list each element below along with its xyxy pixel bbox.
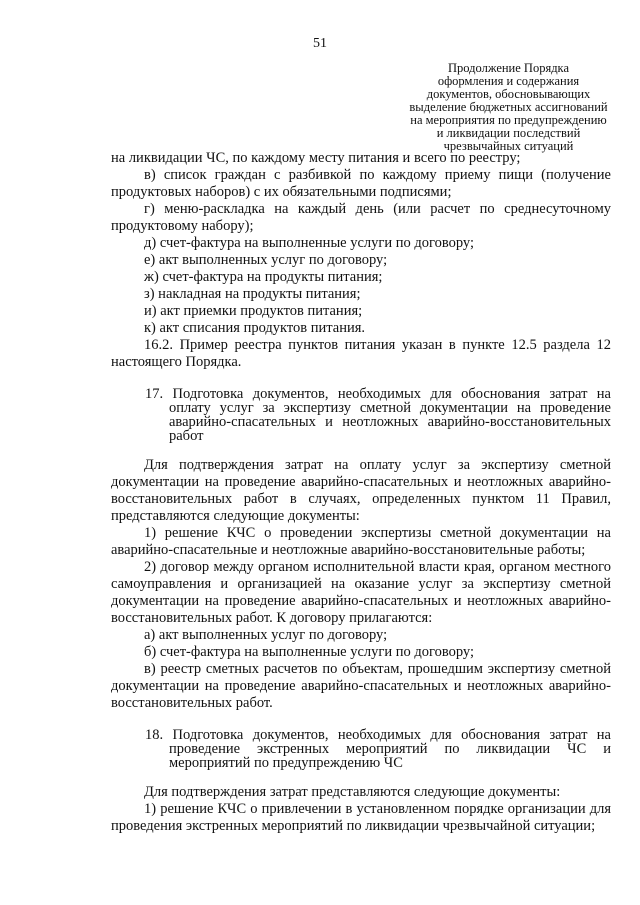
list-item: 1) решение КЧС о проведении экспертизы сметной документации на аварийно-спасательные и неотложные аварийно-восстановительные работы; [111,525,611,558]
header-line: Продолжение Порядка [448,61,569,75]
list-item: г) меню-раскладка на каждый день (или расчет по среднесуточному продуктовому набору); [111,201,611,234]
section-heading-18: 18. Подготовка документов, необходимых для обоснования затрат на проведение экстренных мероприятий по ликвидации ЧС и мероприятий по предупреждению ЧС [145,727,611,771]
header-line: и ликвидации последствий [436,126,581,140]
header-line: на мероприятия по предупреждению [410,113,607,127]
document-header [396,62,621,153]
paragraph: на ликвидации ЧС, по каждому месту питания и всего по реестру; [111,150,521,166]
document-body [111,150,611,835]
page-number: 51 [313,36,327,51]
header-line: документов, обосновывающих [426,87,591,101]
header-line: оформления и содержания [437,74,580,88]
list-item: в) реестр сметных расчетов по объектам, прошедшим экспертизу сметной документации на проведение аварийно-спасательных и неотложных аварийно-восстановительных работ. [111,661,611,711]
list-item: д) счет-фактура на выполненные услуги по договору; [144,235,474,251]
section-heading-17: 17. Подготовка документов, необходимых для обоснования затрат на оплату услуг за экспертизу сметной документации на проведение аварийно-спасательных и неотложных аварийно-восстановительных работ [145,386,611,444]
list-item: з) накладная на продукты питания; [144,286,361,302]
list-item: а) акт выполненных услуг по договору; [144,627,388,643]
list-item: 2) договор между органом исполнительной власти края, органом местного самоуправления и организацией на оказание услуг за экспертизу сметной документации на проведение аварийно-спасательных и неотложных аварийно-восстановительных работ. К договору прилагаются: [111,559,611,626]
list-item: б) счет-фактура на выполненные услуги по договору; [144,644,474,660]
header-line: чрезвычайных ситуаций [443,139,574,153]
list-item: ж) счет-фактура на продукты питания; [144,269,383,285]
header-line: выделение бюджетных ассигнований [409,100,608,114]
list-item: и) акт приемки продуктов питания; [144,303,363,319]
paragraph: Для подтверждения затрат представляются следующие документы: [144,784,561,800]
list-item: к) акт списания продуктов питания. [144,320,366,336]
list-item: 1) решение КЧС о привлечении в установленном порядке организации для проведения экстренных мероприятий по ликвидации чрезвычайной ситуации; [111,801,611,834]
paragraph: 16.2. Пример реестра пунктов питания указан в пункте 12.5 раздела 12 настоящего Порядка. [111,337,611,370]
list-item: в) список граждан с разбивкой по каждому приему пищи (получение продуктовых наборов) с их обязательными подписями; [111,167,611,200]
list-item: е) акт выполненных услуг по договору; [144,252,388,268]
paragraph: Для подтверждения затрат на оплату услуг за экспертизу сметной документации на проведение аварийно-спасательных и неотложных аварийно-восстановительных работ в случаях, определенных пунктом 11 Правил, представляются следующие документы: [111,457,611,524]
